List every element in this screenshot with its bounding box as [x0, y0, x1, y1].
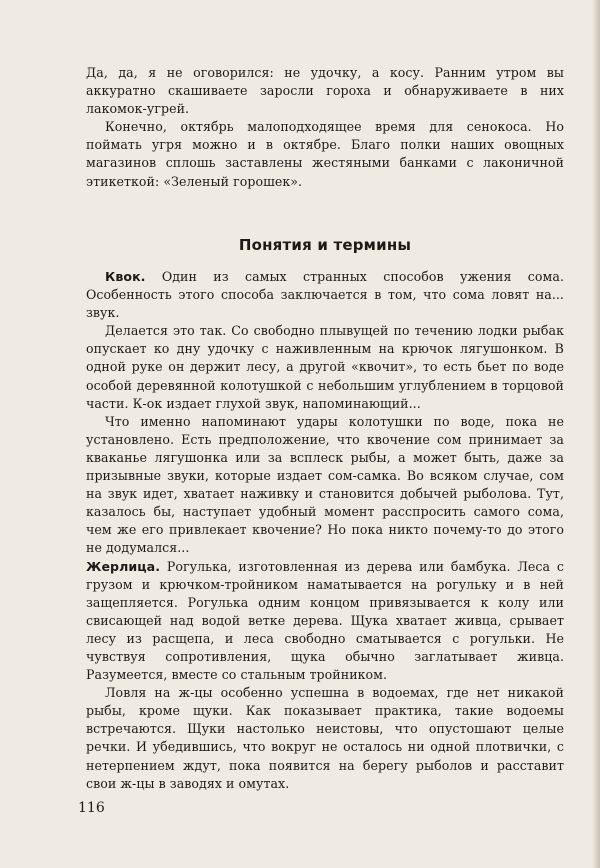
kvok-definition: Один из самых странных способов ужения сома. Особенность этого способа заключается в том, что сома ловят на... звук.	[86, 269, 564, 321]
intro-paragraph-1: Да, да, я не оговорился: не удочку, а косу. Ранним утром вы аккуратно скашиваете заросли гороха и обнаруживаете в них лакомок-угрей.	[86, 65, 564, 117]
zherlitsa-paragraph-1	[86, 558, 564, 685]
kvok-paragraph-1	[86, 268, 564, 322]
page-edge-shadow	[592, 0, 600, 868]
term-kvok: Квок.	[105, 269, 146, 284]
glossary-text-block	[86, 268, 564, 793]
zherlitsa-definition: Рогулька, изготовленная из дерева или бамбука. Леса с грузом и крючком-тройником наматывается на рогульку и в ней защепляется. Рогулька одним концом привязывается к колу или свисающей над водой ветке дерева. Щука хватает живца, срывает лесу из расщепа, и леса свободно сматывается с рогульки. Не чувствуя сопротивления, щука обычно заглатывает живца. Разумеется, вместе со стальным тройником.	[86, 558, 564, 683]
intro-paragraph-2: Конечно, октябрь малоподходящее время для сенокоса. Но поймать угря можно и в октябре. Благо полки наших овощных магазинов сплошь заставлены жестяными банками с лаконичной этикеткой: «Зеленый горошек».	[86, 119, 564, 189]
intro-text-block	[86, 64, 564, 191]
kvok-paragraph-3: Что именно напоминают удары колотушки по воде, пока не установлено. Есть предположение, что квочение сом принимает за кваканье лягушонка или за всплеск рыбы, а может быть, даже за призывные звуки, которые издает сом-самка. Во всяком случае, сом на звук идет, хватает наживку и становится добычей рыболова. Тут, казалось бы, наступает удобный момент расспросить самого сома, чем же его привлекает квочение? Но пока никто почему-то до этого не додумался...	[86, 413, 564, 556]
section-heading: Понятия и термины	[238, 236, 412, 254]
page-number: 116	[78, 800, 105, 816]
term-zherlitsa: Жерлица.	[86, 558, 161, 574]
zherlitsa-paragraph-2: Ловля на ж-цы особенно успешна в водоемах, где нет никакой рыбы, кроме щуки. Как показывает практика, такие водоемы встречаются. Щуки настолько неистовы, что опустошают целые речки. И убедившись, что вокруг не осталось ни одной плотвички, с нетерпением ждут, пока появится на берегу рыболов и расставит свои ж-цы в заводях и омутах.	[86, 685, 564, 791]
kvok-paragraph-2: Делается это так. Со свободно плывущей по течению лодки рыбак опускает ко дну удочку с наживленным на крючок лягушонком. В одной руке он держит лесу, а другой «квочит», то есть бьет по воде особой деревянной колотушкой с небольшим углублением в торцовой части. К-ок издает глухой звук, напоминающий...	[86, 323, 564, 411]
